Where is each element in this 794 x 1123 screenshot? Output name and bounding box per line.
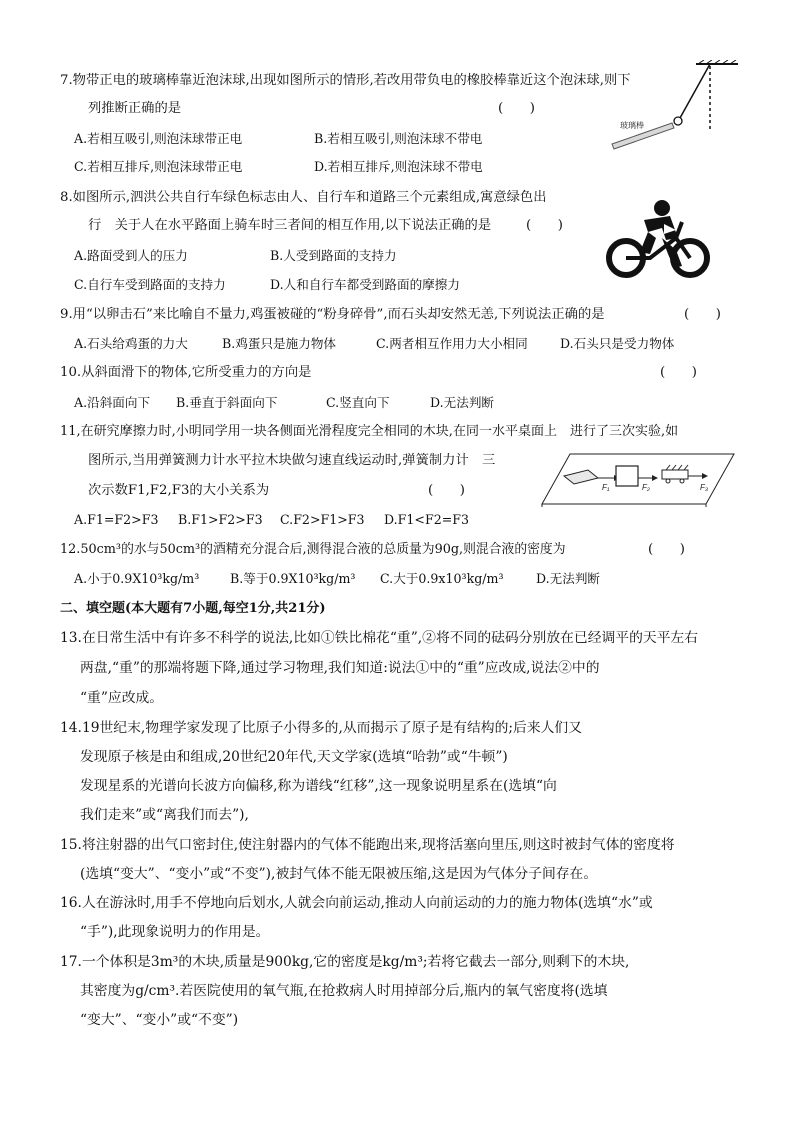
q10-stem: 10.从斜面滑下的物体,它所受重力的方向是 (60, 365, 312, 380)
q8-stem-line2: 行 关于人在水平路面上骑车时三者间的相互作用,以下说法正确的是 (88, 218, 492, 233)
block-on-rollers (662, 470, 688, 479)
q8-answer-paren: ( ) (526, 218, 563, 233)
q11-option-b: B.F1>F2>F3 (178, 512, 263, 527)
section-heading-fill-in: 二、填空题(本大题有7小题,每空1分,共21分) (60, 601, 326, 616)
q10-option-c: C.竖直向下 (326, 395, 390, 410)
q10-answer-paren: ( ) (660, 365, 697, 380)
string-line (680, 64, 710, 118)
q12-answer-paren: ( ) (648, 542, 685, 557)
q7-option-d: D.若相互排斥,则泡沫球不带电 (314, 159, 483, 174)
q13-line2: 两盘,“重”的那端将题下降,通过学习物理,我们知道:说法①中的“重”应改成,说法②中的 (80, 660, 600, 676)
q13-line3: “重”应改成。 (80, 690, 164, 706)
q8-option-d: D.人和自行车都受到路面的摩擦力 (270, 277, 460, 292)
q7-option-b: B.若相互吸引,则泡沫球不带电 (314, 131, 483, 146)
q11-option-c: C.F2>F1>F3 (280, 512, 365, 527)
q14-line3: 发现星系的光谱向长波方向偏移,称为谱线“红移”,这一现象说明星系在(选填“向 (80, 778, 557, 794)
label-f1: F₁ (602, 483, 610, 492)
q11-option-a: A.F1=F2>F3 (74, 512, 159, 527)
block-flat (564, 470, 598, 484)
q9-option-d: D.石头只是受力物体 (560, 336, 675, 351)
q10-option-a: A.沿斜面向下 (74, 395, 151, 410)
q9-option-b: B.鸡蛋只是施力物体 (222, 336, 337, 351)
foam-ball (674, 117, 682, 125)
q12-option-a: A.小于0.9X10³kg/m³ (74, 571, 200, 586)
q7-stem-line2: 列推断正确的是 (88, 101, 182, 116)
q7-answer-paren: ( ) (498, 101, 535, 116)
q12-option-b: B.等于0.9X10³kg/m³ (230, 571, 356, 586)
q15-line2: (选填“变大”、“变小”或“不变”),被封气体不能无限被压缩,这是因为气体分子间存在。 (80, 866, 598, 882)
q7-figure (610, 60, 740, 155)
q14-line1: 14.19世纪末,物理学家发现了比原子小得多的,从而揭示了原子是有结构的;后来人们又 (60, 720, 583, 736)
q17-line3: “变大”、“变小”或“不变”) (80, 1012, 239, 1028)
q9-stem: 9.用“以卵击石”来比喻自不量力,鸡蛋被碰的“粉身碎骨”,而石头却安然无恙,下列说法正确的是 (60, 307, 605, 322)
block-upright (616, 466, 638, 486)
q15-line1: 15.将注射器的出气口密封住,使注射器内的气体不能跑出来,现将活塞向里压,则这时被封气体的密度将 (60, 837, 675, 853)
q17-line1: 17.一个体积是3m³的木块,质量是900kg,它的密度是kg/m³;若将它截去一部分,则剩下的木块, (60, 954, 630, 970)
label-f2: F₂ (642, 483, 650, 492)
q12-stem: 12.50cm³的水与50cm³的酒精充分混合后,测得混合液的总质量为90g,则混合液的密度为 (60, 542, 566, 557)
q11-friction-figure (540, 450, 736, 508)
q9-answer-paren: ( ) (684, 307, 721, 322)
q16-line1: 16.人在游泳时,用手不停地向后划水,人就会向前运动,推动人向前运动的力的施力物体(选填“水”或 (60, 895, 653, 911)
handlebar-stem (676, 222, 682, 238)
q11-stem-line2: 图所示,当用弹簧测力计水平拉木块做匀速直线运动时,弹簧制力计 三 (88, 453, 496, 468)
q11-stem-line1: 11,在研究摩擦力时,小明同学用一块各侧面光滑程度完全相同的木块,在同一水平桌面上 进行了三次实验,如 (60, 424, 679, 439)
glass-rod-label: 玻璃棒 (620, 121, 644, 130)
block-hatch (666, 465, 688, 470)
q8-option-a: A.路面受到人的压力 (74, 248, 188, 263)
q7-option-c: C.若相互排斥,则泡沫球带正电 (74, 159, 243, 174)
q7-option-a: A.若相互吸引,则泡沫球带正电 (74, 131, 243, 146)
q12-option-c: C.大于0.9x10³kg/m³ (380, 571, 504, 586)
q12-option-d: D.无法判断 (536, 571, 601, 586)
q8-option-b: B.人受到路面的支持力 (270, 248, 397, 263)
rider-head (654, 200, 670, 216)
q11-option-d: D.F1<F2=F3 (384, 512, 470, 527)
q14-line2: 发现原子核是由和组成,20世纪20年代,天文学家(选填“哈勃”或“牛顿”) (80, 749, 508, 765)
bicycle-logo-figure (604, 198, 714, 280)
q17-line2: 其密度为g/cm³.若医院使用的氧气瓶,在抢救病人时用掉部分后,瓶内的氧气密度将(选填 (80, 983, 608, 999)
q11-answer-paren: ( ) (428, 483, 465, 498)
q9-option-c: C.两者相互作用力大小相同 (376, 336, 528, 351)
q7-stem-line1: 7.物带正电的玻璃棒靠近泡沫球,出现如图所示的情形,若改用带负电的橡胶棒靠近这个泡沫球,则下 (60, 73, 631, 88)
q13-line1: 13.在日常生活中有许多不科学的说法,比如①铁比棉花“重”,②将不同的砝码分别放在已经调平的天平左右 (60, 630, 699, 646)
q16-line2: “手”),此现象说明力的作用是。 (80, 924, 270, 940)
q9-option-a: A.石头给鸡蛋的力大 (74, 336, 188, 351)
q8-option-c: C.自行车受到路面的支持力 (74, 277, 226, 292)
q8-stem-line1: 8.如图所示,泗洪公共自行车绿色标志由人、自行车和道路三个元素组成,寓意绿色出 (60, 190, 547, 205)
label-f3: F₃ (700, 483, 709, 492)
q11-stem-line3: 次示数F1,F2,F3的大小关系为 (88, 483, 270, 498)
q10-option-b: B.垂直于斜面向下 (176, 395, 278, 410)
q14-line4: 我们走来”或“离我们而去”), (80, 807, 249, 823)
q10-option-d: D.无法判断 (430, 395, 495, 410)
